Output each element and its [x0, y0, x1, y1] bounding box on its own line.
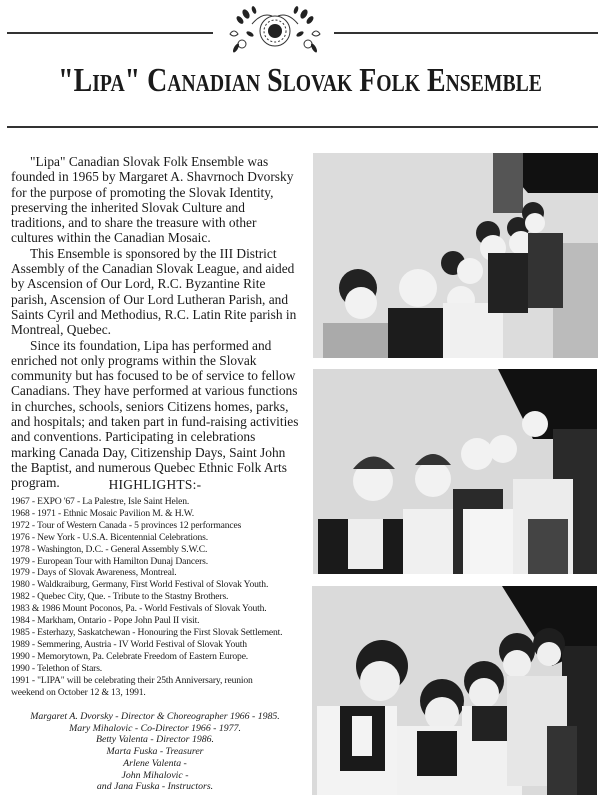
page-title: "Lipa" Canadian Slovak Folk Ensemble [58, 62, 542, 99]
credits-list [0, 711, 310, 793]
credit-line: Margaret A. Dvorsky - Director & Choreographer 1966 - 1985. [30, 711, 280, 722]
folk-flower-ornament-icon [222, 4, 328, 54]
credit-line: and Jana Fuska - Instructors. [96, 781, 214, 793]
title-underline-rule [7, 126, 598, 128]
highlight-item: 1983 & 1986 Mount Poconos, Pa. - World Festivals of Slovak Youth. [11, 603, 267, 615]
intro-paragraph: "Lipa" Canadian Slovak Folk Ensemble was founded in 1965 by Margaret A. Shavrnoch Dvorsky for the purpose of promoting the Slovak Identity, preserving the inherited Slovak Culture and traditions, and to share the treasure with other cultures within the Canadian Mosaic. [11, 154, 294, 246]
highlight-item: 1972 - Tour of Western Canada - 5 provinces 12 performances [11, 519, 242, 531]
children-group-photo [313, 153, 598, 358]
intro-paragraph: Since its foundation, Lipa has performed and enriched not only programs within the Slovak community but has focused to be of service to fellow Canadians. They have performed at various functions in churches, schools, seniors Citizens homes, parks, and hospitals; and taken part in fund-raising activities and conventions. Participating in celebrations marking Canada Day, Citizenship Days, Saint John the Baptist, and numerous Quebec Ethnic Folk Arts program. [11, 337, 299, 491]
highlight-item: weekend on October 12 & 13, 1991. [11, 686, 146, 698]
highlight-item: 1967 - EXPO '67 - La Palestre, Isle Saint Helen. [11, 496, 190, 507]
highlight-item: 1978 - Washington, D.C. - General Assembly S.W.C. [11, 543, 208, 555]
highlights-list [11, 496, 307, 698]
highlight-item: 1989 - Semmering, Austria - IV World Festival of Slovak Youth [11, 638, 247, 650]
highlight-item: 1980 - Waldkraiburg, Germany, First World Festival of Slovak Youth. [11, 579, 269, 591]
highlight-item: 1984 - Markham, Ontario - Pope John Paul II visit. [11, 615, 200, 627]
highlight-item: 1976 - New York - U.S.A. Bicentennial Celebrations. [11, 531, 208, 543]
highlight-item: 1982 - Quebec City, Que. - Tribute to the Stastny Brothers. [11, 591, 229, 603]
highlights-heading: HIGHLIGHTS:- [108, 477, 202, 492]
intro-paragraph: This Ensemble is sponsored by the III District Assembly of the Canadian Slovak League, and aided by Ascension of Our Lord, R.C. Byzantine Rite parish, Ascension of Our Lord Lutheran Parish, and Saints Cyril and Methodius, R.C. Latin Rite parish in Montreal, Quebec. [11, 245, 297, 338]
header-rule-right [334, 32, 598, 34]
credit-line: Arlene Valenta - [123, 757, 187, 769]
highlight-item: 1985 - Esterhazy, Saskatchewan - Honouring the First Slovak Settlement. [11, 626, 283, 638]
highlight-item: 1968 - 1971 - Ethnic Mosaic Pavilion M. & H.W. [11, 507, 195, 519]
intro-text [11, 154, 301, 491]
highlight-item: 1979 - European Tour with Hamilton Dunaj Dancers. [11, 555, 208, 567]
credit-line: Betty Valenta - Director 1986. [96, 734, 214, 746]
highlight-item: 1990 - Telethon of Stars. [11, 662, 103, 674]
highlight-item: 1979 - Days of Slovak Awareness, Montreal. [11, 567, 177, 579]
credit-line: John Mihalovic - [121, 769, 189, 781]
highlight-item: 1991 - "LIPA" will be celebrating their 25th Anniversary, reunion [11, 674, 253, 686]
credit-line: Marta Fuska - Treasurer [106, 746, 204, 758]
women-group-photo [313, 369, 597, 574]
men-group-photo [312, 586, 597, 795]
header-rule-left [7, 32, 213, 34]
highlight-item: 1990 - Memorytown, Pa. Celebrate Freedom of Eastern Europe. [11, 650, 249, 662]
credit-line: Mary Mihalovic - Co-Director 1966 - 1977. [69, 722, 241, 734]
